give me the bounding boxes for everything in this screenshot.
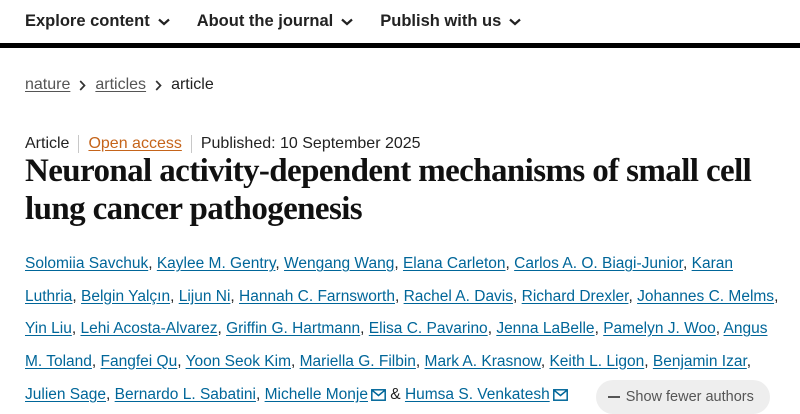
author-link[interactable]: Julien Sage	[25, 386, 107, 404]
author-link[interactable]: Lehi Acosta-Alvarez	[80, 320, 218, 337]
author-link[interactable]: Yin Liu	[25, 320, 72, 337]
show-fewer-authors-button[interactable]	[596, 380, 770, 414]
author-link[interactable]: Rachel A. Davis	[403, 287, 514, 305]
author-link[interactable]: Fangfei Qu	[100, 352, 178, 370]
chevron-right-icon	[79, 80, 86, 91]
meta-divider	[78, 135, 79, 153]
nav-item-label: About the journal	[196, 12, 334, 30]
author-link[interactable]: Belgin Yalçın	[81, 287, 171, 305]
minus-icon	[608, 396, 620, 398]
author-link[interactable]: Kaylee M. Gentry	[156, 255, 276, 272]
meta-divider	[191, 135, 192, 153]
author-link[interactable]: Johannes C. Melms	[637, 287, 775, 305]
author-link[interactable]: Griffin G. Hartmann	[226, 320, 361, 337]
chevron-down-icon	[509, 18, 521, 26]
author-link[interactable]: Michelle Monje	[264, 386, 368, 404]
article-type: Article	[25, 135, 70, 152]
nav-explore-content[interactable]	[25, 12, 170, 31]
chevron-down-icon	[341, 18, 353, 26]
title-line-2: lung cancer pathogenesis	[25, 191, 363, 227]
nav-item-label: Explore content	[25, 12, 150, 30]
breadcrumb-articles[interactable]: articles	[95, 76, 147, 93]
author-list: Solomiia Savchuk, Kaylee M. Gentry, Wengang Wang, Elana Carleton, Carlos A. O. Biagi-Junior, Karan Luthria, Belgin Yalçın, Lijun Ni, Hannah C. Farnsworth, Rachel A. Davis, Richard Drexler, Johannes C. Melms, Yin Liu, Lehi Acosta-Alvarez, Griffin G. Hartmann, Elisa C. Pavarino, Jenna LaBelle, Pamelyn J. Woo, Angus M. Toland, Fangfei Qu, Yoon Seok Kim, Mariella G. Filbin, Mark A. Krasnow, Keith L. Ligon, Benjamin Izar, Julien Sage, Bernardo L. Sabatini, Michelle Monje & Humsa S. Venkatesh Show fewer authors	[25, 248, 785, 414]
author-link[interactable]: Hannah C. Farnsworth	[239, 287, 395, 305]
open-access-link[interactable]: Open access	[88, 135, 182, 152]
author-conjunction: &	[390, 386, 401, 404]
author-link[interactable]: Karan Luthria	[25, 255, 733, 305]
author-link[interactable]: Bernardo L. Sabatini	[114, 386, 256, 404]
author-link[interactable]: Yoon Seok Kim	[185, 352, 291, 370]
mail-icon[interactable]	[553, 381, 568, 414]
breadcrumb-nature[interactable]: nature	[25, 76, 71, 93]
author-link[interactable]: Solomiia Savchuk	[25, 255, 149, 272]
chevron-right-icon	[155, 80, 162, 91]
author-link[interactable]: Elisa C. Pavarino	[368, 320, 488, 337]
top-navigation	[0, 0, 800, 48]
author-link[interactable]: Angus M. Toland	[25, 320, 768, 370]
breadcrumb	[25, 76, 214, 94]
article-title	[25, 152, 795, 228]
nav-item-label: Publish with us	[380, 12, 502, 30]
mail-icon[interactable]	[371, 381, 386, 414]
article-meta	[25, 135, 421, 153]
author-link[interactable]: Humsa S. Venkatesh	[404, 386, 550, 404]
nav-publish-with-us[interactable]	[380, 12, 521, 31]
chevron-down-icon	[158, 18, 170, 26]
published-date: Published: 10 September 2025	[200, 135, 421, 152]
author-link[interactable]: Wengang Wang	[284, 255, 395, 272]
author-link[interactable]: Jenna LaBelle	[496, 320, 595, 337]
author-link[interactable]: Benjamin Izar	[652, 352, 747, 370]
show-fewer-label: Show fewer authors	[625, 388, 754, 405]
author-link[interactable]: Mark A. Krasnow	[424, 352, 541, 370]
author-link[interactable]: Elana Carleton	[402, 255, 506, 272]
author-link[interactable]: Pamelyn J. Woo	[603, 320, 716, 337]
breadcrumb-current: article	[171, 76, 214, 93]
nav-about-journal[interactable]	[197, 12, 354, 31]
author-link[interactable]: Keith L. Ligon	[549, 352, 645, 370]
author-link[interactable]: Mariella G. Filbin	[299, 352, 416, 370]
author-link[interactable]: Lijun Ni	[178, 287, 231, 305]
author-link[interactable]: Carlos A. O. Biagi-Junior	[514, 255, 683, 272]
author-link[interactable]: Richard Drexler	[521, 287, 629, 305]
title-line-1: Neuronal activity-dependent mechanisms of small cell	[25, 153, 752, 189]
